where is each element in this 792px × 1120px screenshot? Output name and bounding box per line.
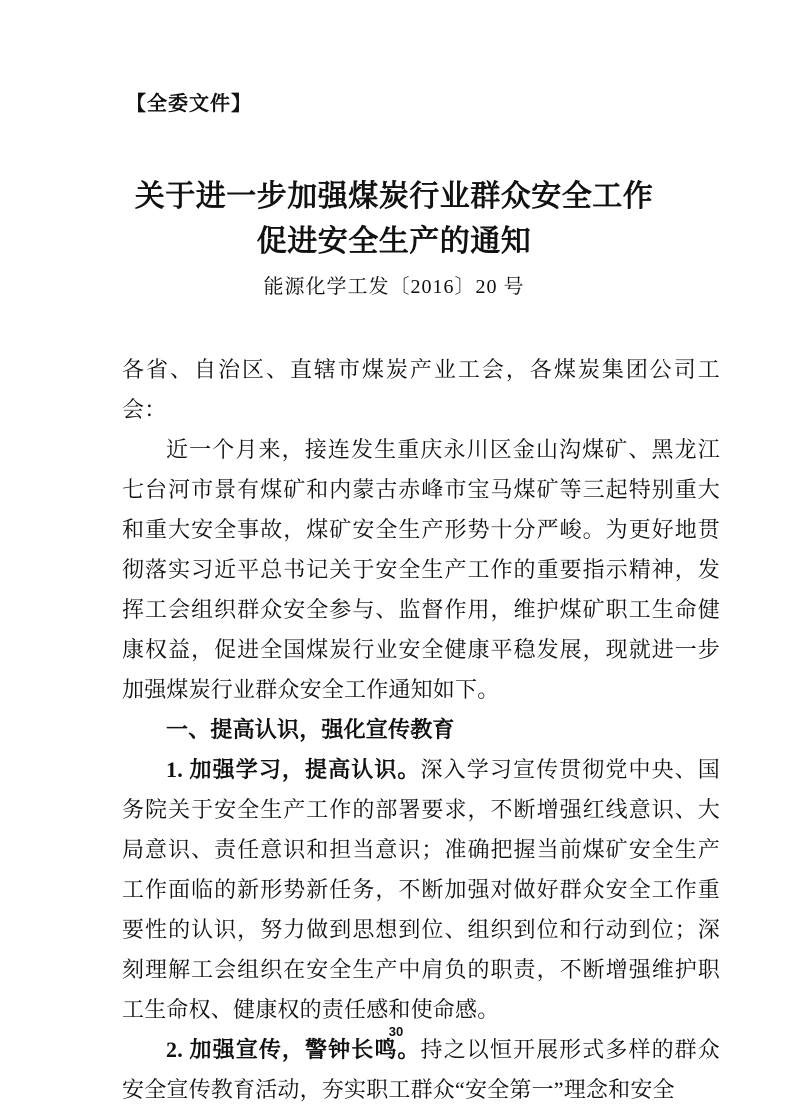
salutation-line: 各省、自治区、直辖市煤炭产业工会，各煤炭集团公司工会：	[122, 357, 720, 422]
paragraph-item-1-lead: 1. 加强学习，提高认识。	[166, 757, 421, 782]
doc-number: 能源化学工发〔2016〕20 号	[263, 276, 525, 298]
paragraph-item-1-text: 深入学习宣传贯彻党中央、国务院关于安全生产工作的部署要求，不断增强红线意识、大局意识、责任意识和担当意识；准确把握当前煤矿安全生产工作面临的新形势新任务，不断加强对做好群众安全工作重要性的认识，努力做到思想到位、组织到位和行动到位；深刻理解工会组织在安全生产中肩负的职责，不断增强维护职工生命权、健康权的责任感和使命感。	[122, 757, 720, 1022]
section-heading-1: 一、提高认识，强化宣传教育	[166, 717, 455, 742]
title-line-2: 促进安全生产的通知	[256, 225, 532, 258]
doc-category-tag: 【全委文件】	[126, 93, 252, 115]
page-number: 30	[388, 1024, 404, 1039]
title-line-1: 关于进一步加强煤炭行业群众安全工作	[134, 180, 654, 213]
paragraph-item-2-lead: 2. 加强宣传，警钟长鸣。	[166, 1037, 421, 1062]
paragraph-item-2	[122, 1030, 720, 1110]
document-title	[95, 174, 693, 302]
paragraph-item-2-text: 持之以恒开展形式多样的群众安全宣传教育活动，夯实职工群众“安全第一”理念和安全	[122, 1037, 720, 1102]
document-body	[122, 350, 720, 1110]
paragraph-item-1	[122, 750, 720, 1030]
paragraph-intro: 近一个月来，接连发生重庆永川区金山沟煤矿、黑龙江七台河市景有煤矿和内蒙古赤峰市宝马煤矿等三起特别重大和重大安全事故，煤矿安全生产形势十分严峻。为更好地贯彻落实习近平总书记关于安全生产工作的重要指示精神，发挥工会组织群众安全参与、监督作用，维护煤矿职工生命健康权益，促进全国煤炭行业安全健康平稳发展，现就进一步加强煤炭行业群众安全工作通知如下。	[122, 437, 720, 702]
